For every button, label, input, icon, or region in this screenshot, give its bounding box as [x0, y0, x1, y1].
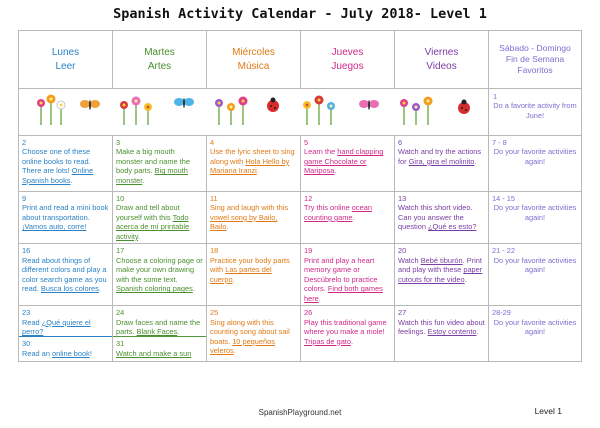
- activity-link[interactable]: ¿Qué quiere el perro?: [22, 317, 91, 337]
- cell-text: Learn the: [304, 147, 338, 157]
- day-cell: [207, 306, 301, 362]
- cell-text: Watch and try the actions for: [398, 147, 482, 166]
- cell-text: Do a favorite activity from June!: [493, 101, 577, 120]
- cell-text-end: .: [138, 231, 141, 241]
- activity-link[interactable]: vowel song by Bailo, Bailo: [210, 212, 278, 232]
- cell-text: Sing along with this counting song about sail boats.: [210, 317, 290, 346]
- activity-link[interactable]: paper cutouts for the video: [398, 265, 483, 284]
- ladybug-icon: [267, 98, 279, 113]
- cell-text-end: .: [256, 166, 259, 176]
- cell-text: Sing and laugh with this: [210, 203, 289, 213]
- calendar-grid: [18, 30, 582, 362]
- cell-text-end: .: [233, 346, 236, 356]
- cell-text: Choose a coloring page or make your own drawing with the some text.: [116, 255, 203, 284]
- cell-date: 23: [22, 308, 31, 318]
- activity-link[interactable]: 10 pequeños veleros: [210, 336, 275, 356]
- cell-date: 2: [22, 138, 27, 147]
- cell-text-end: .: [350, 336, 354, 346]
- cell-text-end: .: [192, 284, 195, 294]
- activity-link[interactable]: online book: [52, 348, 90, 358]
- cell-date: 5: [304, 138, 309, 147]
- cell-date: 27: [398, 308, 407, 318]
- day-cell-split: [113, 306, 207, 362]
- activity-link[interactable]: Estoy contento: [427, 327, 477, 337]
- cell-text: Watch this fun video about feelings.: [398, 317, 485, 337]
- cell-date: 28-29: [492, 308, 511, 318]
- day-cell: [207, 136, 301, 192]
- activity-link[interactable]: Blank Faces: [136, 327, 178, 337]
- cell-text: Draw and tell about yourself with this: [116, 203, 180, 222]
- first-weekend-cell: [489, 89, 582, 136]
- header-tuesday: [113, 31, 207, 89]
- activity-link[interactable]: Hola Hello by Mariana Iranzi: [210, 156, 290, 176]
- page-title: Spanish Activity Calendar - July 2018- Level 1: [113, 6, 487, 22]
- cell-date: 9: [22, 194, 27, 203]
- header-row: [19, 31, 582, 89]
- day-cell: [113, 192, 207, 244]
- activity-link[interactable]: Spanish coloring pages: [116, 284, 193, 294]
- cell-text: Do your favorite activities again!: [493, 147, 577, 166]
- cell-date: 20: [398, 246, 407, 256]
- day-theme: Leer: [55, 60, 76, 72]
- cell-text: Read an: [22, 348, 52, 358]
- activity-link[interactable]: Las partes del cuerpo: [210, 265, 272, 284]
- activity-link[interactable]: Todo acerca de mí printable activity: [116, 212, 190, 241]
- cell-text: Do your favorite activities again!: [493, 255, 577, 275]
- cell-text: Watch: [398, 255, 421, 265]
- activity-link[interactable]: Bebé tiburón: [420, 255, 463, 265]
- day-cell: [19, 192, 113, 244]
- day-name: Lunes: [51, 47, 80, 58]
- day-theme: Artes: [147, 60, 172, 72]
- cell-date: 14 - 15: [492, 194, 516, 203]
- cell-date: 30: [22, 339, 31, 349]
- weekend-cell: [489, 306, 582, 362]
- cell-text-end: .: [352, 212, 355, 222]
- day-name: Miércoles: [232, 47, 275, 58]
- activity-link[interactable]: Big mouth monster: [116, 166, 188, 185]
- cell-text-end: .: [474, 156, 477, 166]
- activity-link[interactable]: Online Spanish books: [22, 166, 94, 185]
- cell-date: 6: [398, 138, 403, 147]
- day-theme: Videos: [426, 60, 457, 72]
- cell-date: 10: [116, 194, 125, 203]
- cell-text: Try this online: [304, 203, 352, 213]
- weekend-cell: [489, 136, 582, 192]
- day-cell: [207, 244, 301, 306]
- day-theme: Fin de Semana Favoritos: [505, 54, 565, 75]
- cell-text-end: .: [464, 274, 467, 284]
- day-cell: [395, 192, 489, 244]
- cell-text: Print and play a heart memory game or Descúbrelo to practice colors.: [304, 255, 378, 294]
- cell-text-end: !: [89, 348, 92, 358]
- header-wednesday: [207, 31, 301, 89]
- cell-date: 11: [210, 194, 218, 203]
- day-cell: [19, 306, 112, 337]
- cell-text: Use the lyric sheet to sing along with: [210, 147, 295, 166]
- cell-text-end: . Print and play with these: [398, 255, 482, 275]
- header-thursday: [301, 31, 395, 89]
- cell-text: Do your favorite activities again!: [493, 203, 577, 222]
- day-name: Viernes: [424, 47, 459, 58]
- flower-group-4-icon: [303, 96, 335, 126]
- day-cell: [19, 337, 112, 360]
- day-cell: [395, 244, 489, 306]
- flower-border: [19, 89, 489, 136]
- cell-text-end: .: [232, 274, 235, 284]
- cell-text: Draw faces and name the parts.: [116, 317, 201, 337]
- weekend-cell: [489, 244, 582, 306]
- flower-group-2-icon: [120, 97, 152, 126]
- activity-link[interactable]: Watch and make a sun: [116, 348, 192, 358]
- cell-text: Choose one of these online books to read. There are lots!: [22, 147, 91, 176]
- day-cell: [395, 136, 489, 192]
- cell-date: 12: [304, 194, 313, 203]
- decoration-row: [19, 89, 582, 136]
- header-monday: [19, 31, 113, 89]
- cell-text-end: .: [177, 327, 180, 337]
- cell-date: 24: [116, 308, 125, 318]
- day-cell: [113, 306, 206, 337]
- day-cell: [19, 136, 113, 192]
- cell-date: 3: [116, 138, 121, 147]
- cell-date: 19: [304, 246, 313, 256]
- activity-link[interactable]: Find both games here: [304, 284, 383, 303]
- day-name: Sábado - Domingo: [499, 43, 571, 54]
- butterfly-icon: [174, 98, 194, 108]
- cell-date: 13: [398, 194, 407, 203]
- activity-link[interactable]: Tripas de gato: [304, 336, 351, 346]
- week-row-3: [19, 244, 582, 306]
- cell-text: Make a big mouth monster and name the body parts.: [116, 147, 190, 176]
- cell-date: 18: [210, 246, 219, 256]
- weekend-cell: [489, 192, 582, 244]
- day-name: Martes: [144, 47, 175, 58]
- flower-border-illustration: [19, 89, 489, 129]
- butterfly-icon: [80, 100, 100, 110]
- flower-group-5-icon: [400, 97, 433, 126]
- cell-text-end: .: [334, 166, 337, 176]
- day-cell: [301, 136, 395, 192]
- cell-text: Play this traditional game where you make a mole!: [304, 317, 387, 337]
- day-cell: [395, 306, 489, 362]
- cell-text: Watch this short video. Can you answer the question: [398, 203, 473, 232]
- day-cell-split: [19, 306, 113, 362]
- cell-date: 17: [116, 246, 125, 256]
- cell-date: 21 - 22: [492, 246, 516, 256]
- cell-text: Do your favorite activities again!: [493, 317, 577, 337]
- cell-date: 25: [210, 308, 219, 318]
- activity-link[interactable]: Gira, gira el molinito: [408, 156, 475, 166]
- week-row-4: [19, 306, 582, 362]
- cell-date: 31: [116, 339, 125, 349]
- footer-site: SpanishPlayground.net: [258, 408, 342, 417]
- cell-text: Practice your body parts with: [210, 255, 290, 275]
- day-cell: [19, 244, 113, 306]
- cell-text-end: .: [70, 175, 73, 185]
- cell-text-end: .: [318, 293, 321, 303]
- day-cell: [301, 306, 395, 362]
- cell-text-end: .: [476, 327, 479, 337]
- activity-link[interactable]: hand clapping game Chocolate or Mariposa: [304, 147, 384, 176]
- day-cell: [207, 192, 301, 244]
- butterfly-icon: [359, 100, 379, 110]
- cell-date: 7 - 8: [492, 138, 507, 147]
- week-row-1: [19, 136, 582, 192]
- day-theme: Juegos: [331, 60, 364, 72]
- footer-level: Level 1: [534, 406, 562, 416]
- cell-text-end: .: [142, 175, 145, 185]
- header-weekend: [489, 31, 582, 89]
- day-cell: [113, 136, 207, 192]
- cell-text: Print and read a mini book about transportation.: [22, 203, 109, 222]
- day-cell: [113, 337, 206, 360]
- day-cell: [301, 244, 395, 306]
- activity-link[interactable]: Busca los colores: [40, 284, 99, 294]
- day-cell: [301, 192, 395, 244]
- cell-text: Read: [22, 317, 42, 327]
- cell-date: 16: [22, 246, 31, 256]
- cell-text-end: .: [226, 222, 229, 232]
- ladybug-icon: [458, 100, 470, 115]
- day-theme: Música: [237, 60, 270, 72]
- week-row-2: [19, 192, 582, 244]
- cell-text-end: .: [98, 284, 101, 294]
- day-name: Jueves: [331, 47, 364, 58]
- cell-date: 26: [304, 308, 313, 318]
- flower-group-3-icon: [215, 97, 248, 126]
- cell-date: 1: [493, 92, 498, 101]
- activity-link[interactable]: ¡Vamos auto, corre!: [22, 222, 87, 232]
- cell-date: 4: [210, 138, 215, 147]
- cell-text: Read about things of different colors and play a color search game as you read.: [22, 255, 107, 294]
- activity-link[interactable]: ¿Qué es esto?: [428, 222, 477, 232]
- day-cell: [113, 244, 207, 306]
- header-friday: [395, 31, 489, 89]
- flower-group-1-icon: [37, 95, 65, 126]
- activity-link[interactable]: ocean counting game: [304, 203, 372, 222]
